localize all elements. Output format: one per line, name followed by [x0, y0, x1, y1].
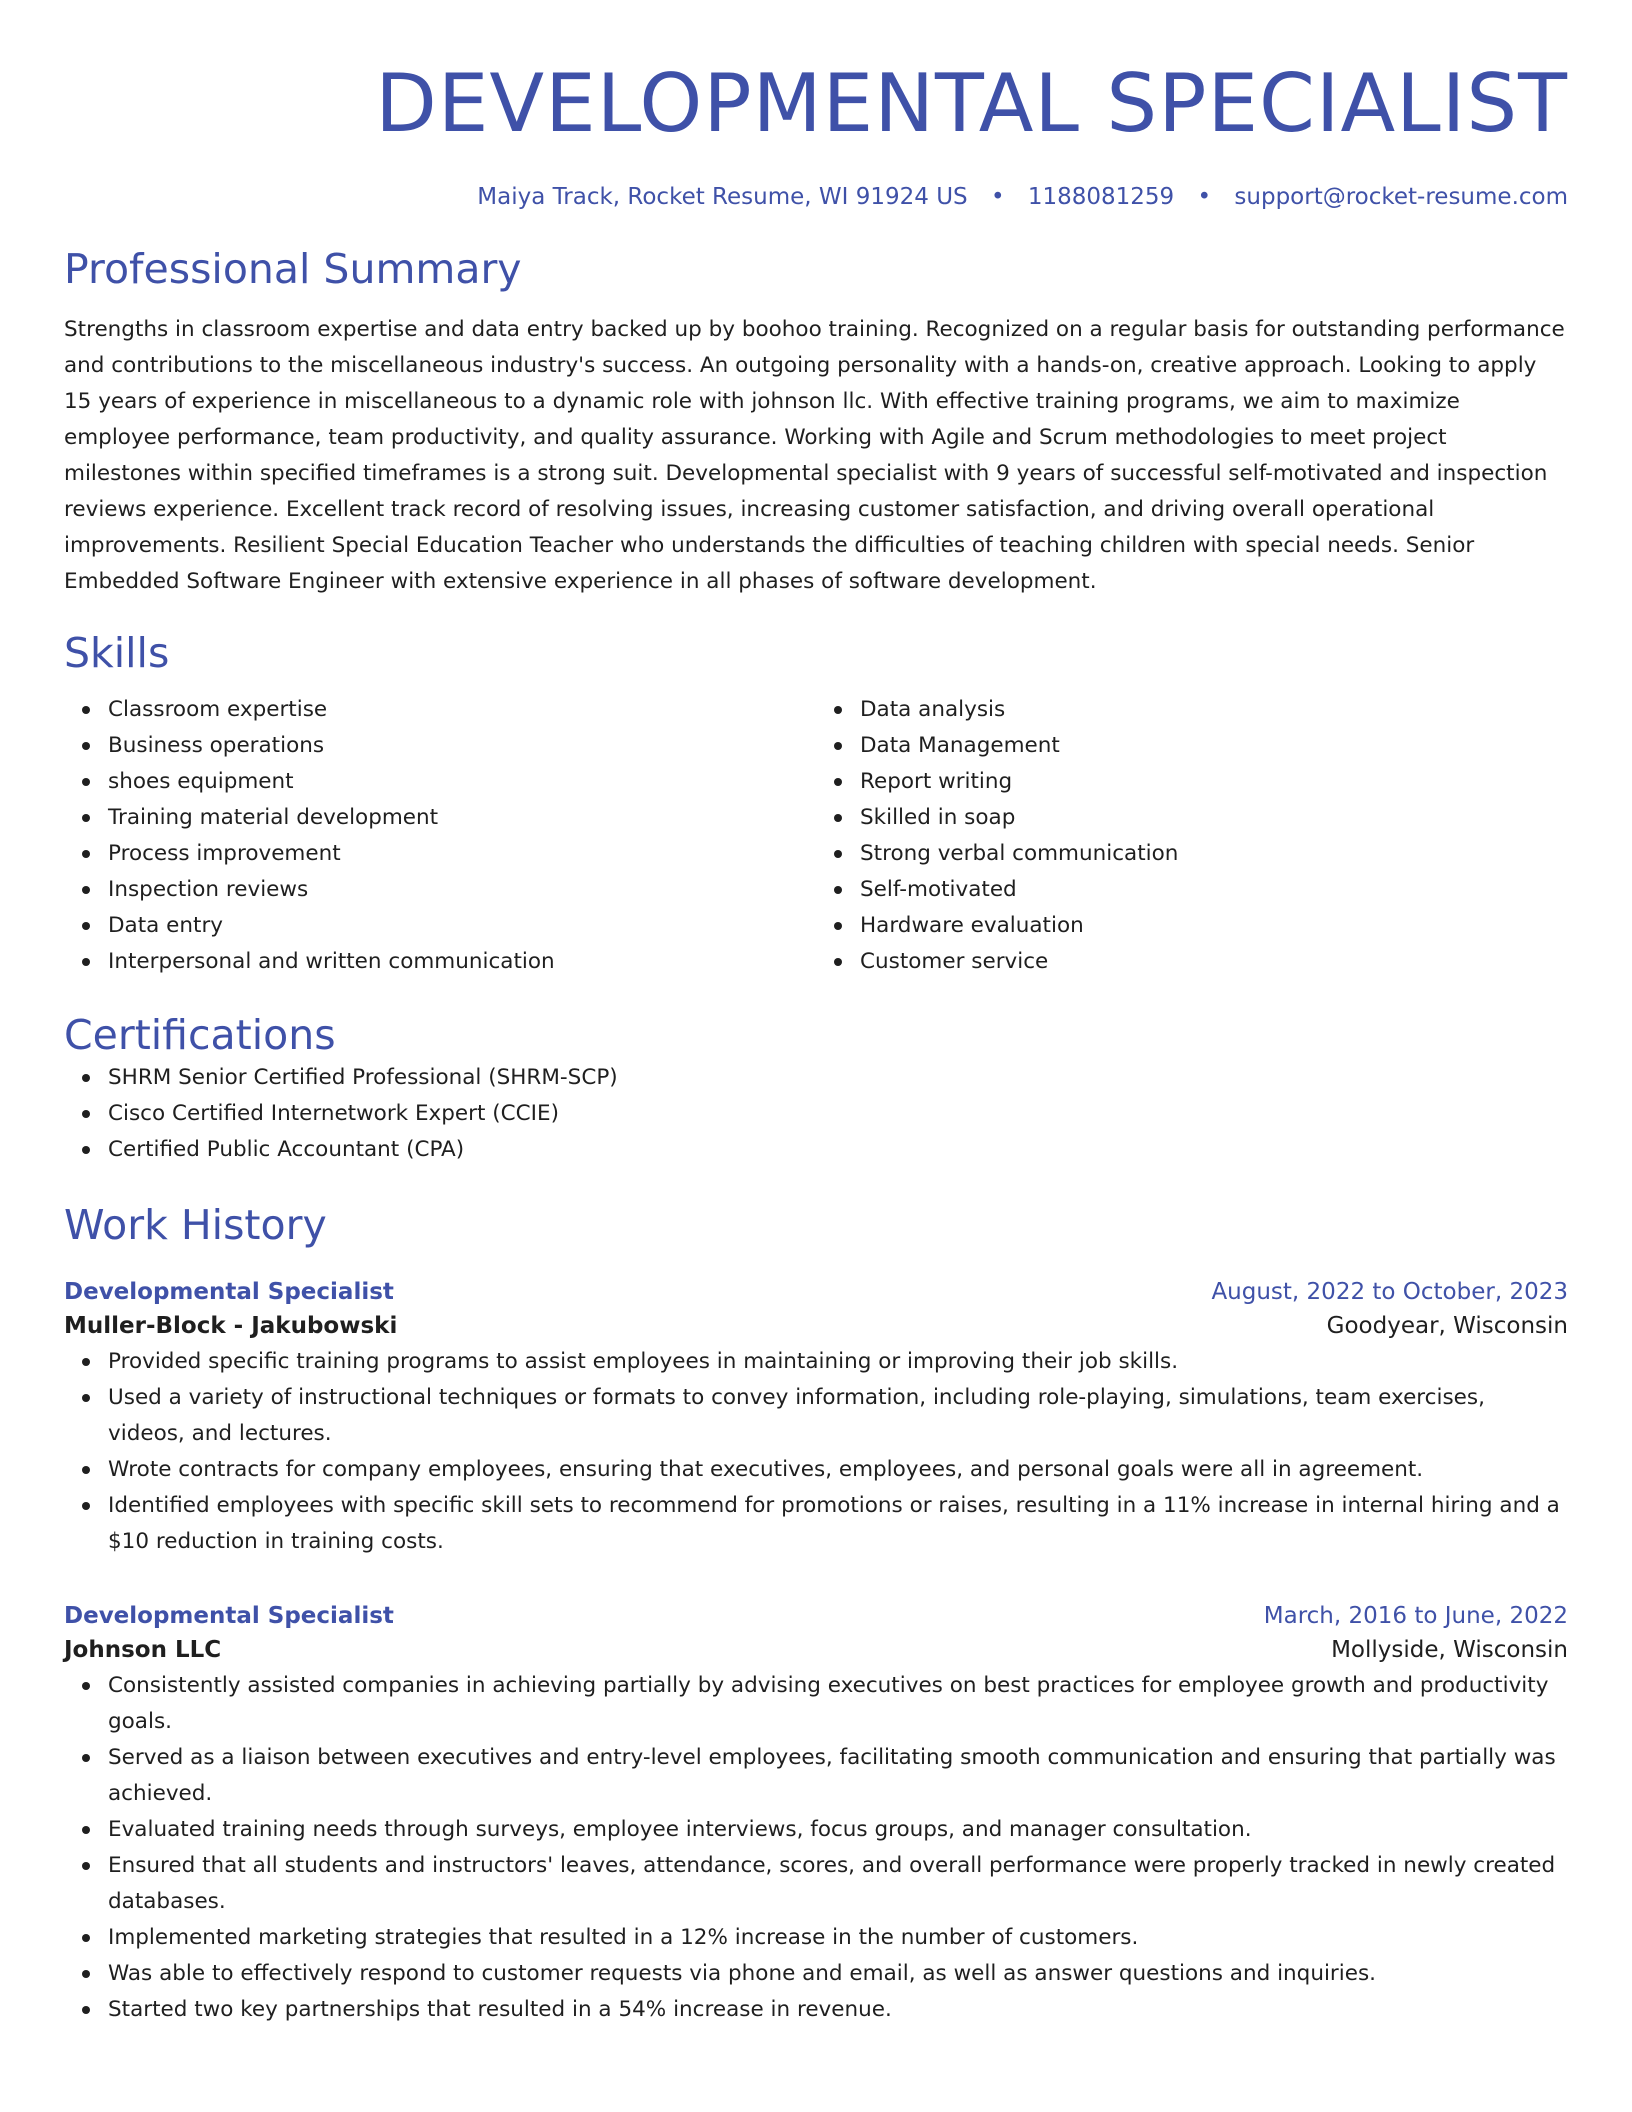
skill-item: Strong verbal communication [860, 836, 1568, 872]
job-header-row [64, 1600, 1568, 1632]
job-bullet: Implemented marketing strategies that resulted in a 12% increase in the number of customers. [108, 1920, 1568, 1956]
contact-line [64, 182, 1568, 212]
document-title: DEVELOPMENTAL SPECIALIST [375, 57, 1568, 150]
job-bullet: Identified employees with specific skill sets to recommend for promotions or raises, resulting in a 11% increase in internal hiring and a $10 reduction in training costs. [108, 1488, 1568, 1560]
skill-item: Customer service [860, 944, 1568, 980]
resume-page [64, 0, 1568, 2028]
summary-heading: Professional Summary [64, 245, 522, 293]
contact-address: Maiya Track, Rocket Resume, WI 91924 US [477, 184, 968, 210]
job-bullet: Ensured that all students and instructors' leaves, attendance, scores, and overall performance were properly tracked in newly created databases. [108, 1848, 1568, 1920]
job-bullet-list [64, 1668, 1568, 2028]
skill-item: Self-motivated [860, 872, 1568, 908]
skill-item: Report writing [860, 764, 1568, 800]
job-bullet-list [64, 1344, 1568, 1560]
certifications-heading: Certifications [64, 1011, 336, 1059]
skill-item: Business operations [108, 728, 816, 764]
job-role: Developmental Specialist [64, 1603, 394, 1629]
contact-separator: • [1197, 184, 1212, 210]
job-entry [64, 1276, 1568, 1560]
job-location: Goodyear, Wisconsin [1326, 1313, 1568, 1339]
job-company: Johnson LLC [64, 1637, 222, 1663]
contact-email[interactable]: support@rocket-resume.com [1234, 184, 1568, 210]
skill-item: Hardware evaluation [860, 908, 1568, 944]
certifications-list [64, 1060, 1568, 1168]
job-role: Developmental Specialist [64, 1279, 394, 1305]
job-entry [64, 1600, 1568, 2028]
job-bullet: Served as a liaison between executives and entry-level employees, facilitating smooth communication and ensuring that partially was achieved. [108, 1740, 1568, 1812]
skill-item: Data entry [108, 908, 816, 944]
job-bullet: Evaluated training needs through surveys, employee interviews, focus groups, and manager consultation. [108, 1812, 1568, 1848]
work-history-heading: Work History [64, 1201, 327, 1249]
job-bullet: Provided specific training programs to assist employees in maintaining or improving their job skills. [108, 1344, 1568, 1380]
skills-list-left [64, 692, 816, 980]
job-bullet: Consistently assisted companies in achieving partially by advising executives on best practices for employee growth and productivity goals. [108, 1668, 1568, 1740]
job-dates: August, 2022 to October, 2023 [1211, 1279, 1568, 1305]
job-dates: March, 2016 to June, 2022 [1263, 1603, 1568, 1629]
job-location: Mollyside, Wisconsin [1331, 1637, 1568, 1663]
skill-item: Classroom expertise [108, 692, 816, 728]
job-employer-row [64, 1632, 1568, 1668]
job-employer-row [64, 1308, 1568, 1344]
skill-item: Data Management [860, 728, 1568, 764]
certification-item: Cisco Certified Internetwork Expert (CCIE) [108, 1096, 1568, 1132]
summary-text: Strengths in classroom expertise and data entry backed up by boohoo training. Recognized on a regular basis for outstanding performance and contributions to the miscellaneous industry's success. An outgoing personality with a hands-on, creative approach. Looking to apply 15 years of experience in miscellaneous to a dynamic role with johnson llc. With effective training programs, we aim to maximize employee performance, team productivity, and quality assurance. Working with Agile and Scrum methodologies to meet project milestones within specified timeframes is a strong suit. Developmental specialist with 9 years of successful self-motivated and inspection reviews experience. Excellent track record of resolving issues, increasing customer satisfaction, and driving overall operational improvements. Resilient Special Education Teacher who understands the difficulties of teaching children with special needs. Senior Embedded Software Engineer with extensive experience in all phases of software development. [64, 317, 1565, 594]
skill-item: shoes equipment [108, 764, 816, 800]
skill-item: Training material development [108, 800, 816, 836]
job-bullet: Was able to effectively respond to customer requests via phone and email, as well as answer questions and inquiries. [108, 1956, 1568, 1992]
job-bullet: Wrote contracts for company employees, ensuring that executives, employees, and personal goals were all in agreement. [108, 1452, 1568, 1488]
skill-item: Skilled in soap [860, 800, 1568, 836]
job-bullet: Started two key partnerships that resulted in a 54% increase in revenue. [108, 1992, 1568, 2028]
skills-heading: Skills [64, 629, 170, 677]
skill-item: Inspection reviews [108, 872, 816, 908]
job-header-row [64, 1276, 1568, 1308]
skill-item: Data analysis [860, 692, 1568, 728]
contact-separator: • [990, 184, 1005, 210]
skills-list-right [816, 692, 1568, 980]
skill-item: Interpersonal and written communication [108, 944, 816, 980]
skill-item: Process improvement [108, 836, 816, 872]
job-bullet: Used a variety of instructional techniques or formats to convey information, including role-playing, simulations, team exercises, videos, and lectures. [108, 1380, 1568, 1452]
job-company: Muller-Block - Jakubowski [64, 1313, 398, 1339]
certification-item: Certified Public Accountant (CPA) [108, 1132, 1568, 1168]
skills-columns [64, 692, 1568, 980]
certification-item: SHRM Senior Certified Professional (SHRM-SCP) [108, 1060, 1568, 1096]
contact-phone: 1188081259 [1027, 184, 1175, 210]
